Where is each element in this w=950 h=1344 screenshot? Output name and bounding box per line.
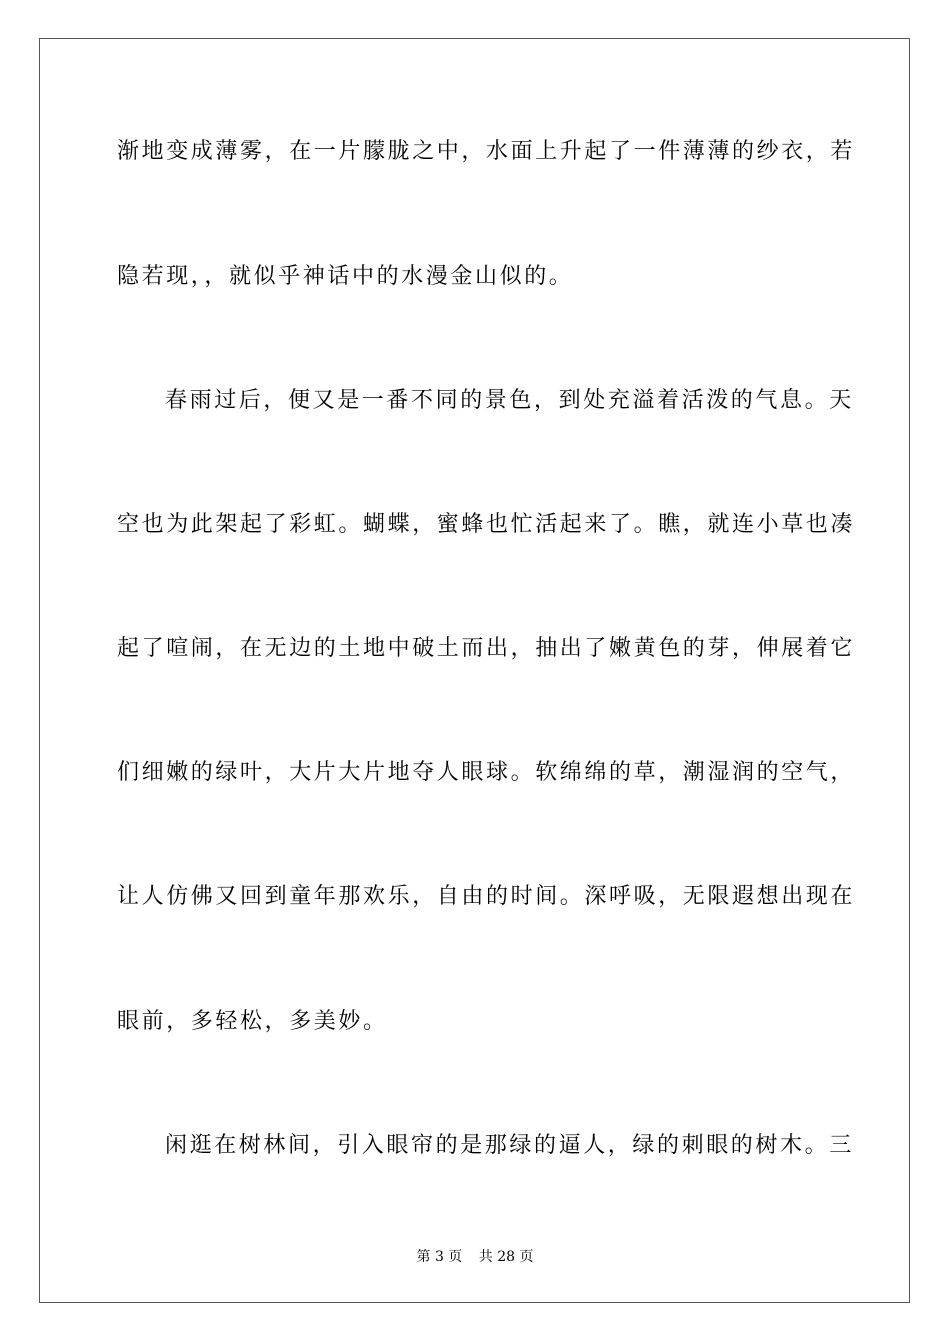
text-line: 们细嫩的绿叶，大片大片地夺人眼球。软绵绵的草，潮湿润的空气，	[117, 760, 856, 785]
page-footer	[0, 1248, 950, 1266]
text-line-indented: 春雨过后，便又是一番不同的景色，到处充溢着活泼的气息。天	[165, 388, 854, 413]
total-pages: 共 28 页	[478, 1249, 534, 1265]
page-frame	[39, 38, 910, 1303]
text-line: 空也为此架起了彩虹。蝴蝶，蜜蜂也忙活起来了。瞧，就连小草也凑	[117, 512, 856, 537]
text-line: 隐若现，，就似乎神话中的水漫金山似的。	[117, 264, 574, 289]
text-line: 起了喧闹，在无边的土地中破土而出，抽出了嫩黄色的芽，伸展着它	[117, 636, 856, 661]
page-number: 第 3 页	[416, 1249, 463, 1265]
text-line-indented: 闲逛在树林间，引入眼帘的是那绿的逼人，绿的刺眼的树木。三	[165, 1133, 854, 1158]
text-line: 渐地变成薄雾，在一片朦胧之中，水面上升起了一件薄薄的纱衣，若	[117, 139, 856, 164]
text-line: 让人仿佛又回到童年那欢乐，自由的时间。深呼吸，无限遐想出现在	[117, 884, 856, 909]
text-line: 眼前，多轻松，多美妙。	[117, 1009, 388, 1034]
